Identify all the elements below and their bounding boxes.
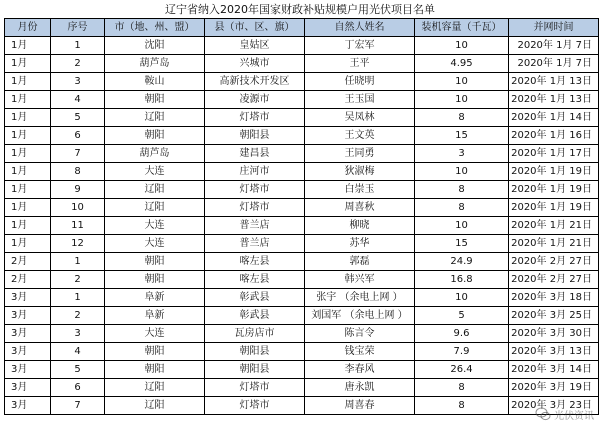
seq-cell: 8	[51, 163, 105, 181]
grid-date-cell: 2020年 3月 13日	[509, 343, 599, 361]
seq-cell: 7	[51, 397, 105, 415]
seq-cell: 4	[51, 343, 105, 361]
name-cell: 唐永凯	[305, 379, 415, 397]
county-cell: 庄河市	[205, 163, 305, 181]
capacity-cell: 8	[415, 181, 509, 199]
grid-date-cell: 2020年 3月 30日	[509, 325, 599, 343]
month-cell: 1月	[5, 181, 51, 199]
column-header: 县（市、区、旗）	[205, 19, 305, 37]
capacity-cell: 24.9	[415, 253, 509, 271]
city-cell: 鞍山	[105, 73, 205, 91]
grid-date-cell: 2020年 1月 7日	[509, 37, 599, 55]
table-row	[5, 325, 599, 343]
name-cell: 周喜春	[305, 397, 415, 415]
table-row	[5, 343, 599, 361]
county-cell: 灯塔市	[205, 109, 305, 127]
seq-cell: 2	[51, 271, 105, 289]
name-cell: 王同勇	[305, 145, 415, 163]
month-cell: 1月	[5, 145, 51, 163]
city-cell: 辽阳	[105, 181, 205, 199]
seq-cell: 2	[51, 307, 105, 325]
month-cell: 1月	[5, 199, 51, 217]
county-cell: 兴城市	[205, 55, 305, 73]
table-row	[5, 163, 599, 181]
name-cell: 李春风	[305, 361, 415, 379]
county-cell: 凌源市	[205, 91, 305, 109]
county-cell: 喀左县	[205, 271, 305, 289]
column-header: 并网时间	[509, 19, 599, 37]
county-cell: 普兰店	[205, 217, 305, 235]
city-cell: 沈阳	[105, 37, 205, 55]
city-cell: 葫芦岛	[105, 55, 205, 73]
month-cell: 1月	[5, 163, 51, 181]
capacity-cell: 4.95	[415, 55, 509, 73]
month-cell: 1月	[5, 37, 51, 55]
seq-cell: 7	[51, 145, 105, 163]
month-cell: 3月	[5, 361, 51, 379]
month-cell: 3月	[5, 343, 51, 361]
column-header: 序号	[51, 19, 105, 37]
table-row	[5, 199, 599, 217]
month-cell: 3月	[5, 325, 51, 343]
project-table	[4, 18, 599, 415]
capacity-cell: 5	[415, 307, 509, 325]
grid-date-cell: 2020年 3月 25日	[509, 307, 599, 325]
seq-cell: 5	[51, 361, 105, 379]
grid-date-cell: 2020年 1月 16日	[509, 127, 599, 145]
grid-date-cell: 2020年 3月 18日	[509, 289, 599, 307]
name-cell: 张宇 （余电上网 ）	[305, 289, 415, 307]
table-row	[5, 127, 599, 145]
name-cell: 王玉国	[305, 91, 415, 109]
month-cell: 3月	[5, 379, 51, 397]
city-cell: 朝阳	[105, 271, 205, 289]
grid-date-cell: 2020年 1月 19日	[509, 199, 599, 217]
watermark-text: 光伏资讯	[554, 410, 594, 422]
table-row	[5, 145, 599, 163]
city-cell: 大连	[105, 163, 205, 181]
grid-date-cell: 2020年 2月 27日	[509, 271, 599, 289]
name-cell: 吴凤林	[305, 109, 415, 127]
city-cell: 阜新	[105, 289, 205, 307]
county-cell: 朝阳县	[205, 343, 305, 361]
capacity-cell: 15	[415, 235, 509, 253]
city-cell: 葫芦岛	[105, 145, 205, 163]
table-row	[5, 109, 599, 127]
table-row	[5, 397, 599, 415]
table-row	[5, 55, 599, 73]
grid-date-cell: 2020年 3月 14日	[509, 361, 599, 379]
city-cell: 朝阳	[105, 127, 205, 145]
capacity-cell: 10	[415, 163, 509, 181]
capacity-cell: 26.4	[415, 361, 509, 379]
month-cell: 1月	[5, 217, 51, 235]
month-cell: 1月	[5, 127, 51, 145]
county-cell: 喀左县	[205, 253, 305, 271]
county-cell: 灯塔市	[205, 379, 305, 397]
table-row	[5, 289, 599, 307]
name-cell: 王文英	[305, 127, 415, 145]
capacity-cell: 8	[415, 109, 509, 127]
county-cell: 高新技术开发区	[205, 73, 305, 91]
seq-cell: 1	[51, 289, 105, 307]
table-row	[5, 91, 599, 109]
month-cell: 2月	[5, 271, 51, 289]
table-row	[5, 307, 599, 325]
county-cell: 朝阳县	[205, 127, 305, 145]
capacity-cell: 10	[415, 37, 509, 55]
capacity-cell: 9.6	[415, 325, 509, 343]
capacity-cell: 16.8	[415, 271, 509, 289]
county-cell: 瓦房店市	[205, 325, 305, 343]
grid-date-cell: 2020年 1月 19日	[509, 181, 599, 199]
county-cell: 灯塔市	[205, 397, 305, 415]
seq-cell: 5	[51, 109, 105, 127]
grid-date-cell: 2020年 1月 17日	[509, 145, 599, 163]
grid-date-cell: 2020年 2月 27日	[509, 253, 599, 271]
month-cell: 1月	[5, 109, 51, 127]
seq-cell: 4	[51, 91, 105, 109]
city-cell: 辽阳	[105, 379, 205, 397]
table-row	[5, 379, 599, 397]
header-row	[5, 19, 599, 37]
seq-cell: 1	[51, 37, 105, 55]
city-cell: 朝阳	[105, 343, 205, 361]
table-body	[5, 37, 599, 415]
name-cell: 韩兴军	[305, 271, 415, 289]
grid-date-cell: 2020年 3月 19日	[509, 379, 599, 397]
grid-date-cell: 2020年 1月 21日	[509, 217, 599, 235]
capacity-cell: 8	[415, 397, 509, 415]
grid-date-cell: 2020年 1月 21日	[509, 235, 599, 253]
month-cell: 3月	[5, 397, 51, 415]
name-cell: 刘国军 （余电上网 ）	[305, 307, 415, 325]
seq-cell: 10	[51, 199, 105, 217]
capacity-cell: 3	[415, 145, 509, 163]
name-cell: 郭磊	[305, 253, 415, 271]
city-cell: 大连	[105, 217, 205, 235]
month-cell: 1月	[5, 73, 51, 91]
month-cell: 1月	[5, 235, 51, 253]
name-cell: 任晓明	[305, 73, 415, 91]
table-row	[5, 235, 599, 253]
county-cell: 彰武县	[205, 307, 305, 325]
city-cell: 辽阳	[105, 109, 205, 127]
table-row	[5, 181, 599, 199]
county-cell: 朝阳县	[205, 361, 305, 379]
name-cell: 白崇玉	[305, 181, 415, 199]
seq-cell: 9	[51, 181, 105, 199]
table-row	[5, 37, 599, 55]
name-cell: 周喜秋	[305, 199, 415, 217]
county-cell: 彰武县	[205, 289, 305, 307]
grid-date-cell: 2020年 1月 19日	[509, 163, 599, 181]
capacity-cell: 10	[415, 73, 509, 91]
name-cell: 苏华	[305, 235, 415, 253]
column-header: 装机容量（千瓦）	[415, 19, 509, 37]
grid-date-cell: 2020年 1月 14日	[509, 109, 599, 127]
capacity-cell: 7.9	[415, 343, 509, 361]
grid-date-cell: 2020年 1月 13日	[509, 73, 599, 91]
capacity-cell: 8	[415, 199, 509, 217]
city-cell: 朝阳	[105, 91, 205, 109]
county-cell: 皇姑区	[205, 37, 305, 55]
column-header: 市（地、州、盟）	[105, 19, 205, 37]
month-cell: 1月	[5, 91, 51, 109]
seq-cell: 1	[51, 253, 105, 271]
county-cell: 普兰店	[205, 235, 305, 253]
month-cell: 2月	[5, 253, 51, 271]
city-cell: 朝阳	[105, 253, 205, 271]
name-cell: 柳晓	[305, 217, 415, 235]
column-header: 月份	[5, 19, 51, 37]
table-row	[5, 253, 599, 271]
name-cell: 陈言令	[305, 325, 415, 343]
seq-cell: 3	[51, 325, 105, 343]
seq-cell: 3	[51, 73, 105, 91]
grid-date-cell: 2020年 3月 23日	[509, 397, 599, 415]
month-cell: 3月	[5, 307, 51, 325]
grid-date-cell: 2020年 1月 13日	[509, 91, 599, 109]
name-cell: 钱宝荣	[305, 343, 415, 361]
seq-cell: 12	[51, 235, 105, 253]
month-cell: 3月	[5, 289, 51, 307]
grid-date-cell: 2020年 1月 7日	[509, 55, 599, 73]
table-row	[5, 73, 599, 91]
city-cell: 辽阳	[105, 397, 205, 415]
city-cell: 阜新	[105, 307, 205, 325]
name-cell: 丁宏军	[305, 37, 415, 55]
seq-cell: 11	[51, 217, 105, 235]
seq-cell: 2	[51, 55, 105, 73]
city-cell: 辽阳	[105, 199, 205, 217]
capacity-cell: 8	[415, 379, 509, 397]
capacity-cell: 10	[415, 217, 509, 235]
wechat-icon	[535, 406, 551, 422]
capacity-cell: 10	[415, 289, 509, 307]
month-cell: 1月	[5, 55, 51, 73]
city-cell: 大连	[105, 235, 205, 253]
city-cell: 朝阳	[105, 361, 205, 379]
table-title: 辽宁省纳入2020年国家财政补贴规模户用光伏项目名单	[165, 3, 435, 16]
county-cell: 灯塔市	[205, 199, 305, 217]
name-cell: 王平	[305, 55, 415, 73]
county-cell: 建昌县	[205, 145, 305, 163]
seq-cell: 6	[51, 127, 105, 145]
name-cell: 狄淑梅	[305, 163, 415, 181]
table-row	[5, 361, 599, 379]
column-header: 自然人姓名	[305, 19, 415, 37]
seq-cell: 6	[51, 379, 105, 397]
capacity-cell: 15	[415, 127, 509, 145]
watermark	[535, 405, 594, 423]
table-row	[5, 217, 599, 235]
table-row	[5, 271, 599, 289]
county-cell: 灯塔市	[205, 181, 305, 199]
capacity-cell: 10	[415, 91, 509, 109]
city-cell: 大连	[105, 325, 205, 343]
